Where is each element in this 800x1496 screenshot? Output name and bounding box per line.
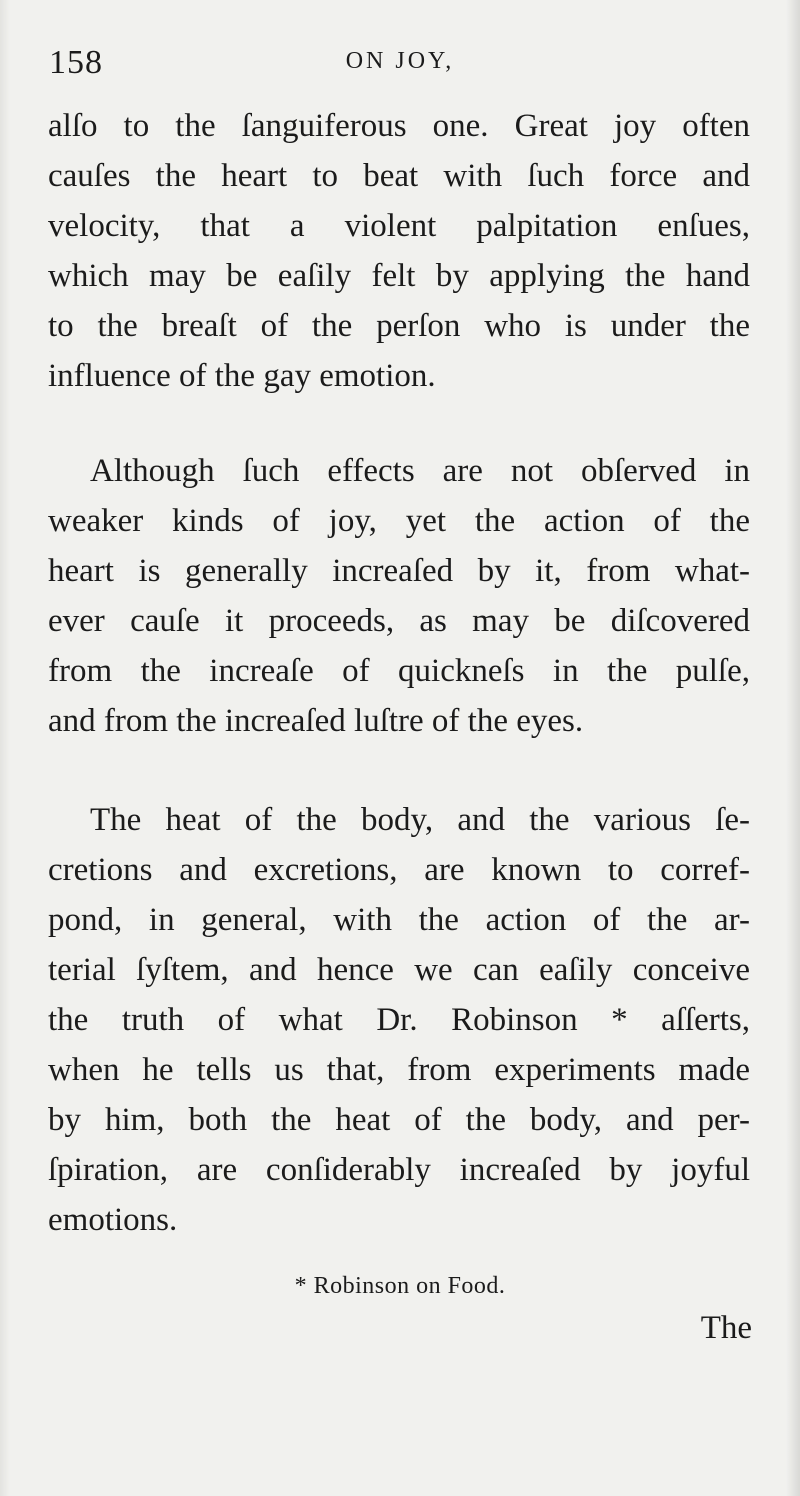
text-line: cretions and excretions, are known to corref- xyxy=(48,852,750,888)
text-line: and from the increaſed luſtre of the eyes. xyxy=(48,703,584,739)
text-line: alſo to the ſanguiferous one. Great joy often xyxy=(48,108,750,144)
text-line: ſpiration, are conſiderably increaſed by joyful xyxy=(48,1152,750,1188)
text-line: velocity, that a violent palpitation enſues, xyxy=(48,208,750,244)
text-line: from the increaſe of quickneſs in the pulſe, xyxy=(48,653,750,689)
text-line: weaker kinds of joy, yet the action of the xyxy=(48,503,750,539)
text-line: which may be eaſily felt by applying the hand xyxy=(48,258,750,294)
catchword: The xyxy=(700,1310,752,1346)
text-line: heart is generally increaſed by it, from what- xyxy=(48,553,750,589)
text-line: pond, in general, with the action of the ar- xyxy=(48,902,750,938)
text-line: ever cauſe it proceeds, as may be diſcovered xyxy=(48,603,750,639)
text-line: influence of the gay emotion. xyxy=(48,358,436,394)
text-line: The heat of the body, and the various ſe- xyxy=(90,802,750,838)
page-edge-shadow xyxy=(786,0,800,1496)
text-line: by him, both the heat of the body, and per- xyxy=(48,1102,750,1138)
text-line: the truth of what Dr. Robinson * aſſerts, xyxy=(48,1002,750,1038)
text-line: terial ſyſtem, and hence we can eaſily conceive xyxy=(48,952,750,988)
paragraph-2 xyxy=(48,446,750,746)
paragraph-3 xyxy=(48,795,750,1245)
text-line: emotions. xyxy=(48,1202,178,1238)
text-line: to the breaſt of the perſon who is under the xyxy=(48,308,750,344)
page-number: 158 xyxy=(49,44,103,81)
footnote: * Robinson on Food. xyxy=(294,1273,506,1299)
text-line: Although ſuch effects are not obſerved in xyxy=(90,453,750,489)
text-line: cauſes the heart to beat with ſuch force and xyxy=(48,158,750,194)
text-line: when he tells us that, from experiments made xyxy=(48,1052,750,1088)
paragraph-1 xyxy=(48,101,750,401)
running-head: ON JOY, xyxy=(345,48,455,74)
page-gutter-shadow xyxy=(0,0,10,1496)
